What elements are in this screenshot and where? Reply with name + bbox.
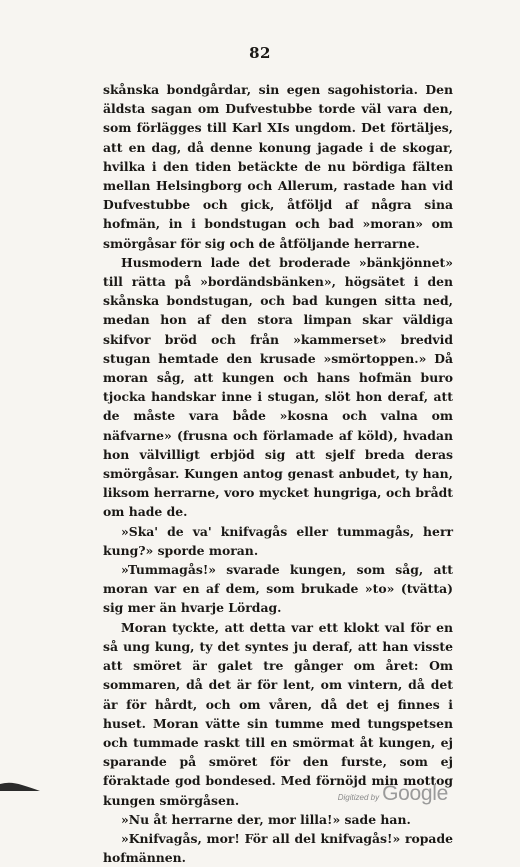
paragraph: Moran tyckte, att detta var ett klokt val för en så ung kung, ty det syntes ju deraf, att han visste att smöret är galet tre gånger om året: Om sommaren, då det är för lent, om vintern, då det är för hårdt, och om våren, då det ej finnes i huset. Moran vätte sin tumme med tungspetsen och tummade raskt till en smörmat åt kungen, ej sparande på smöret för den furste, som ej föraktade god bondesed. Med förnöjd min mottog kungen smörgåsen. [103, 619, 453, 808]
google-logo: Google [382, 782, 448, 805]
paragraph: »Tummagås!» svarade kungen, som såg, att moran var en af dem, som brukade »to» (tvätta) sig mer än hvarje Lördag. [103, 562, 453, 616]
paragraph: »Ska' de va' knifvagås eller tummagås, herr kung?» sporde moran. [103, 523, 453, 558]
paragraph: »Nu åt herrarne der, mor lilla!» sade han. [121, 811, 411, 827]
paragraph: Husmodern lade det broderade »bänkjönnet» till rätta på »bordändsbänken», högsätet i den skånska bondstugan, och bad kungen sitta ned, medan hon af den stora limpan skar väldiga skifvor bröd och från »kammerset» bredvid stugan hemtade den krusade »smörtoppen.» Då moran såg, att kungen och hans hofmän buro tjocka handskar inne i stugan, slöt hon deraf, att de måste vara både »kosna och valna om näfvarne» (frusna och förlamade af köld), hvadan hon välvilligt erbjöd sig att sjelf breda deras smörgåsar. Kungen antog genast anbudet, ty han, liksom herrarne, voro mycket hungriga, och brådt om hade de. [103, 254, 453, 520]
page-number: 82 [249, 44, 271, 62]
paragraph: skånska bondgårdar, sin egen sagohistoria. Den äldsta sagan om Dufvestubbe torde väl vara den, som förlägges till Karl XIs ungdom. Det förtäljes, att en dag, då denne konung jagade i de skogar, hvilka i den tiden betäckte de nu bördiga fälten mellan Helsingborg och Allerum, rastade han vid Dufvestubbe och gick, åtföljd af några sina hofmän, in i bondstugan och bad »moran» om smörgåsar för sig och de åtföljande herrarne. [103, 82, 453, 251]
paragraph: »Knifvagås, mor! För all del knifvagås!» ropade hofmännen. [103, 830, 453, 866]
page-edge-shadow [0, 779, 40, 791]
digitized-watermark [338, 782, 448, 806]
watermark-prefix: Digitized by [337, 793, 380, 802]
text-column [103, 80, 453, 867]
